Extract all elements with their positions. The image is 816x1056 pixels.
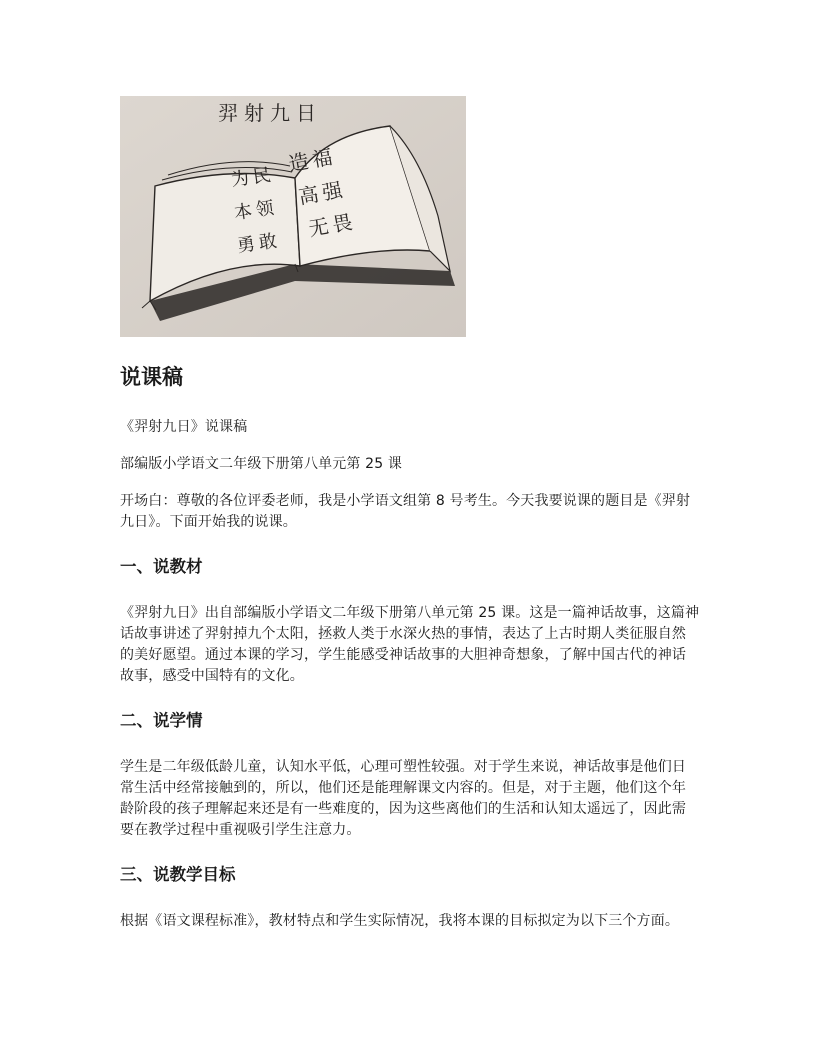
section-text-textbook: 《羿射九日》出自部编版小学语文二年级下册第八单元第 25 课。这是一篇神话故事，这篇神话故事讲述了羿射掉九个太阳，拯救人类于水深火热的事情，表达了上古时期人类征服自然的美好愿望。通过本课的学习，学生能感受神话故事的大胆神奇想象，了解中国古代的神话故事，感受中国特有的文化。 [120,605,700,684]
section-heading-objectives: 三、说教学目标 [120,865,236,884]
book-sketch-photo [120,96,466,337]
section-heading-students: 二、说学情 [120,711,203,730]
opening-paragraph: 开场白：尊敬的各位评委老师，我是小学语文组第 8 号考生。今天我要说课的题目是《羿射九日》。下面开始我的说课。 [120,493,691,530]
handwritten-title: 羿射九日 [218,101,322,125]
lesson-source-paragraph: 部编版小学语文二年级下册第八单元第 25 课 [120,456,403,472]
right-line-3: 无畏 [306,208,359,241]
left-line-2: 本领 [232,197,280,224]
section-heading-textbook: 一、说教材 [120,557,203,576]
document-title: 说课稿 [120,365,183,389]
lesson-title-paragraph: 《羿射九日》说课稿 [120,419,248,435]
right-line-2: 高强 [296,176,349,209]
document-body [120,362,700,948]
section-text-objectives: 根据《语文课程标准》，教材特点和学生实际情况，我将本课的目标拟定为以下三个方面。 [120,913,679,929]
right-line-1: 造福 [286,143,339,176]
left-line-1: 为民 [229,164,277,191]
open-book-drawing [120,96,466,337]
section-text-students: 学生是二年级低龄儿童，认知水平低，心理可塑性较强。对于学生来说，神话故事是他们日常生活中经常接触到的，所以，他们还是能理解课文内容的。但是，对于主题，他们这个年龄阶段的孩子理解起来还是有一些难度的，因为这些离他们的生活和认知太遥远了，因此需要在教学过程中重视吸引学生注意力。 [120,759,686,838]
left-line-3: 勇敢 [235,230,283,257]
